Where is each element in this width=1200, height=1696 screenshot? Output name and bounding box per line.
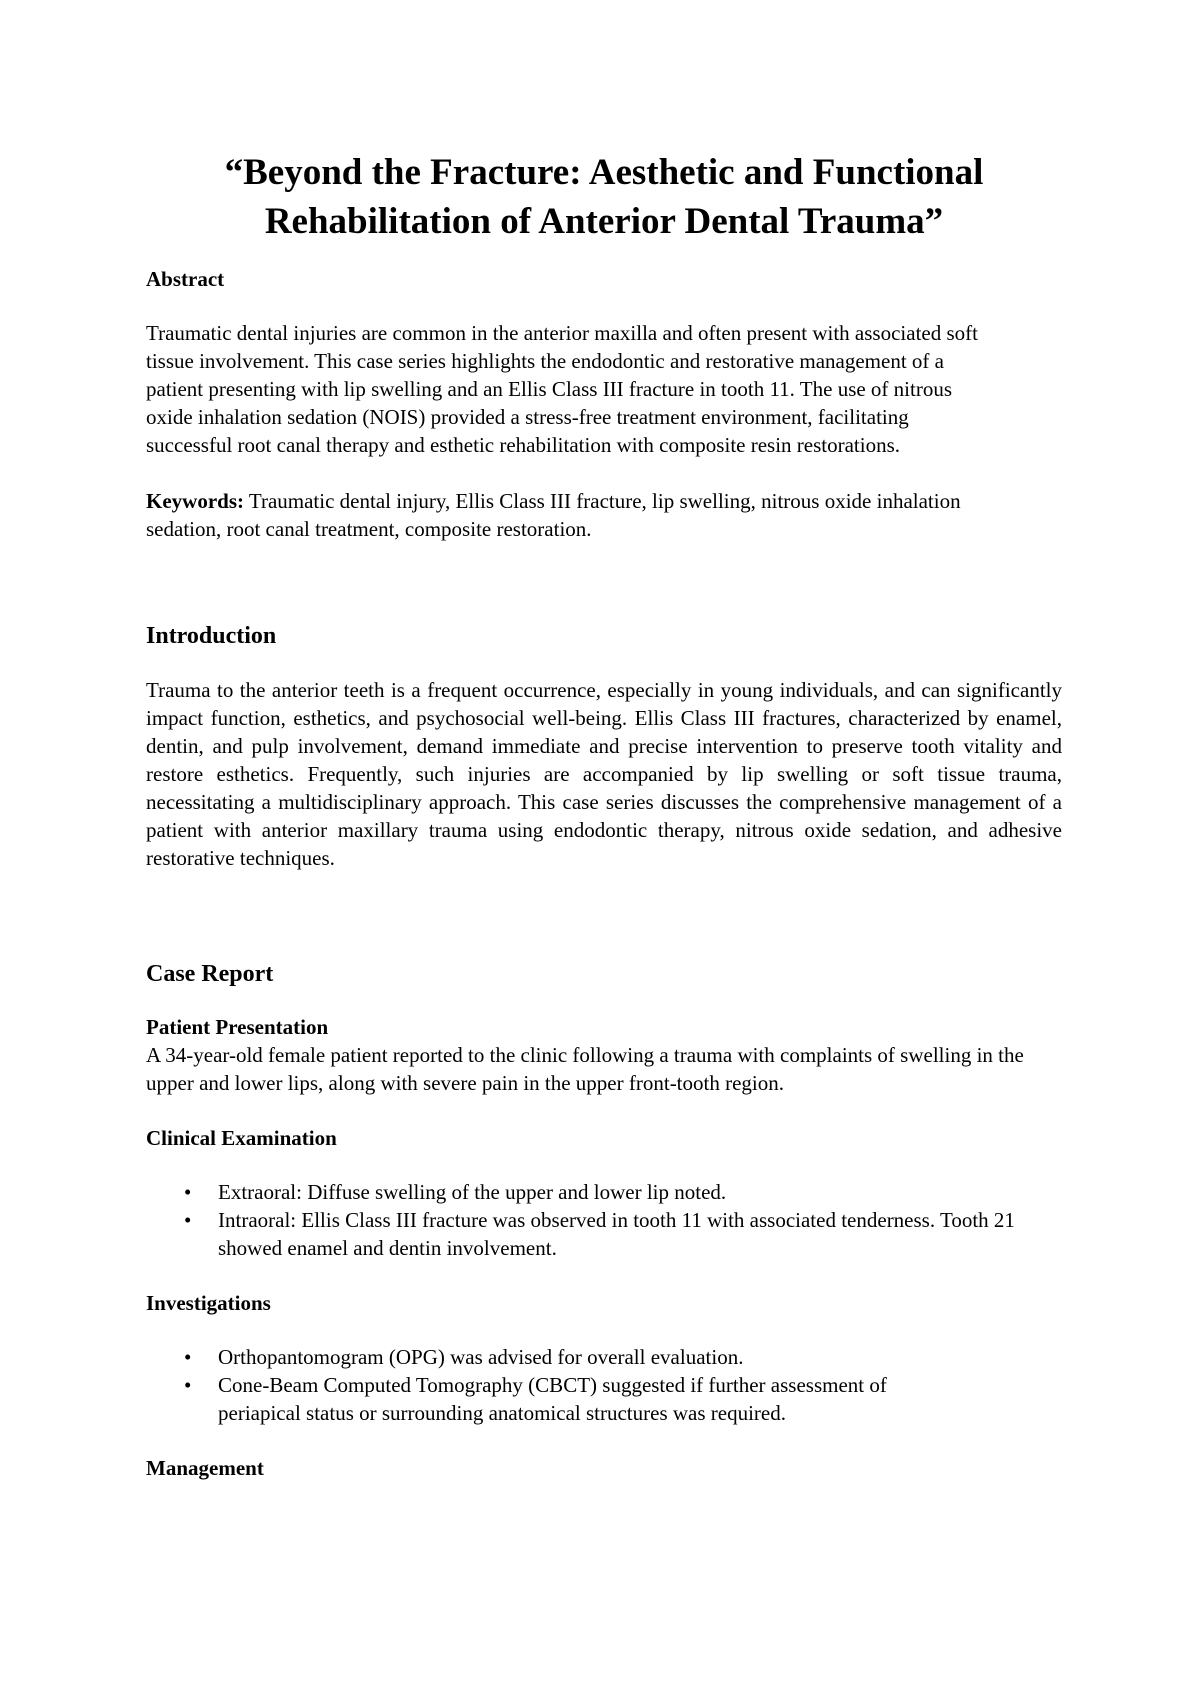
list-item [146,1371,966,1427]
abstract-text: Traumatic dental injuries are common in the anterior maxilla and often present with associated soft tissue involvement. This case series highlights the endodontic and restorative management of a patient presenting with lip swelling and an Ellis Class III fracture in tooth 11. The use of nitrous oxide inhalation sedation (NOIS) provided a stress-free treatment environment, facilitating successful root canal therapy and esthetic rehabilitation with composite resin restorations. [146,321,978,457]
list-item [146,1178,1062,1206]
bullet-icon: • [184,1345,192,1369]
paper-title-line-2: Rehabilitation of Anterior Dental Trauma” [264,201,944,242]
case-report-heading: Case Report [146,961,274,987]
introduction-heading: Introduction [146,623,277,649]
paper-title [146,148,1062,246]
keywords-paragraph [146,487,986,543]
bullet-icon: • [184,1208,192,1232]
patient-presentation-text: A 34-year-old female patient reported to the clinic following a trauma with complaints of swelling in the upper and lower lips, along with severe pain in the upper front-tooth region. [146,1043,1024,1095]
patient-presentation-heading: Patient Presentation [146,1015,329,1039]
bullet-icon: • [184,1373,192,1397]
keywords-label: Keywords: [146,489,244,513]
list-item-text: Intraoral: Ellis Class III fracture was observed in tooth 11 with associated tenderness. Tooth 21 showed enamel and dentin involvement. [218,1208,1015,1260]
investigations-list [146,1343,966,1427]
abstract-heading: Abstract [146,267,225,291]
document-body [146,148,1062,1482]
bullet-icon: • [184,1180,192,1204]
management-heading: Management [146,1456,264,1480]
keywords-text: Traumatic dental injury, Ellis Class III fracture, lip swelling, nitrous oxide inhalation sedation, root canal treatment, composite restoration. [146,489,961,541]
list-item [146,1343,966,1371]
introduction-text: Trauma to the anterior teeth is a frequent occurrence, especially in young individuals, and can significantly impact function, esthetics, and psychosocial well-being. Ellis Class III fractures, characterized by enamel, dentin, and pulp involvement, demand immediate and precise intervention to preserve tooth vitality and restore esthetics. Frequently, such injuries are accompanied by lip swelling or soft tissue trauma, necessitating a multidisciplinary approach. This case series discusses the comprehensive management of a patient with anterior maxillary trauma using endodontic therapy, nitrous oxide sedation, and adhesive restorative techniques. [146,678,1062,870]
paper-title-line-1: “Beyond the Fracture: Aesthetic and Functional [224,152,984,193]
list-item-text: Orthopantomogram (OPG) was advised for overall evaluation. [218,1345,744,1369]
clinical-examination-heading: Clinical Examination [146,1126,337,1150]
list-item-text: Cone-Beam Computed Tomography (CBCT) suggested if further assessment of periapical status or surrounding anatomical structures was required. [218,1373,887,1425]
list-item-text: Extraoral: Diffuse swelling of the upper and lower lip noted. [218,1180,727,1204]
clinical-examination-list [146,1178,1062,1262]
investigations-heading: Investigations [146,1291,271,1315]
list-item [146,1206,1062,1262]
